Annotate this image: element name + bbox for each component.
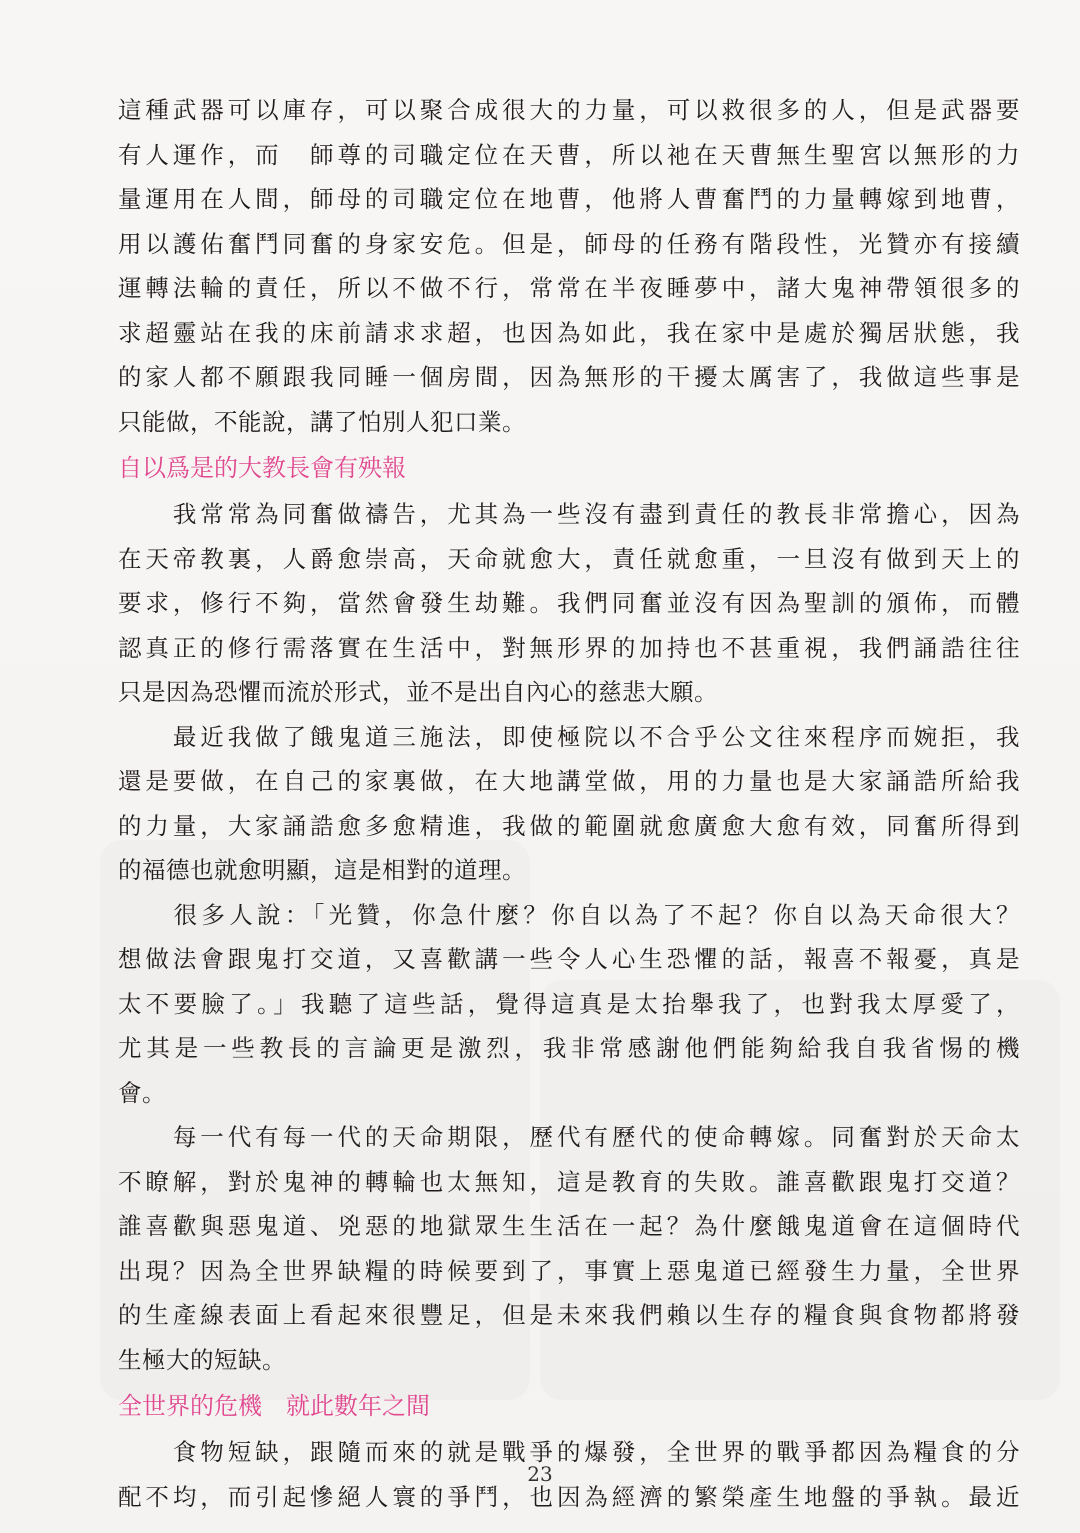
paragraph-line: 食物短缺，跟隨而來的就是戰爭的爆發，全世界的戰爭都因為糧食的分 — [118, 1438, 1020, 1466]
paragraph-line: 誰喜歡與惡鬼道、兇惡的地獄眾生生活在一起？為什麼餓鬼道會在這個時代 — [118, 1212, 1020, 1240]
paragraph-line: 求超靈站在我的床前請求求超，也因為如此，我在家中是處於獨居狀態，我 — [118, 318, 1020, 347]
section-heading: 自以爲是的大教長會有殃報 — [118, 454, 406, 482]
paragraph-line: 生極大的短缺。 — [118, 1345, 286, 1374]
section-heading: 全世界的危機 就此數年之間 — [118, 1392, 430, 1420]
paragraph-line: 量運用在人間，師母的司職定位在地曹，他將人曹奮鬥的力量轉嫁到地曹， — [118, 185, 1020, 213]
paragraph-line: 的福德也就愈明顯，這是相對的道理。 — [118, 856, 526, 884]
paragraph-line: 想做法會跟鬼打交道，又喜歡講一些令人心生恐懼的話，報喜不報憂，真是 — [118, 945, 1020, 973]
paragraph-line: 只能做，不能說，講了怕別人犯口業。 — [118, 407, 526, 436]
paragraph-line: 只是因為恐懼而流於形式，並不是出自內心的慈悲大願。 — [118, 678, 718, 706]
paragraph-line: 我常常為同奮做禱告，尤其為一些沒有盡到責任的教長非常擔心，因為 — [118, 500, 1020, 528]
paragraph-line: 太不要臉了。」我聽了這些話，覺得這真是太抬舉我了，也對我太厚愛了， — [118, 989, 1020, 1018]
paragraph-line: 認真正的修行需落實在生活中，對無形界的加持也不甚重視，我們誦誥往往 — [118, 633, 1020, 662]
paragraph-line: 很多人說：「光贊，你急什麼？你自以為了不起？你自以為天命很大？ — [118, 900, 1020, 929]
paragraph-line: 的力量，大家誦誥愈多愈精進，我做的範圍就愈廣愈大愈有效，同奮所得到 — [118, 811, 1020, 840]
paragraph-line: 的生產線表面上看起來很豐足，但是未來我們賴以生存的糧食與食物都將發 — [118, 1301, 1020, 1329]
body-text — [118, 88, 1020, 1519]
paragraph-line: 用以護佑奮鬥同奮的身家安危。但是，師母的任務有階段性，光贊亦有接續 — [118, 229, 1020, 258]
paragraph-line: 這種武器可以庫存，可以聚合成很大的力量，可以救很多的人，但是武器要 — [118, 96, 1020, 124]
paragraph-line: 不瞭解，對於鬼神的轉輪也太無知，這是教育的失敗。誰喜歡跟鬼打交道？ — [118, 1167, 1020, 1196]
paragraph-line: 運轉法輪的責任，所以不做不行，常常在半夜睡夢中，諸大鬼神帶領很多的 — [118, 274, 1020, 302]
paragraph-line: 出現？因為全世界缺糧的時候要到了，事實上惡鬼道已經發生力量，全世界 — [118, 1256, 1020, 1285]
paragraph-line: 配不均，而引起慘絕人寰的爭鬥，也因為經濟的繁榮產生地盤的爭執。最近 — [118, 1482, 1020, 1511]
paragraph-line: 還是要做，在自己的家裏做，在大地講堂做，用的力量也是大家誦誥所給我 — [118, 767, 1020, 795]
paragraph-line: 在天帝教裏，人爵愈崇高，天命就愈大，責任就愈重，一旦沒有做到天上的 — [118, 544, 1020, 573]
paragraph-line: 的家人都不願跟我同睡一個房間，因為無形的干擾太厲害了，我做這些事是 — [118, 363, 1020, 391]
paragraph-line: 最近我做了餓鬼道三施法，即使極院以不合乎公文往來程序而婉拒，我 — [118, 722, 1020, 751]
paragraph-line: 尤其是一些教長的言論更是激烈，我非常感謝他們能夠給我自我省惕的機 — [118, 1034, 1020, 1062]
paragraph-line: 要求，修行不夠，當然會發生劫難。我們同奮並沒有因為聖訓的頒佈，而體 — [118, 589, 1020, 617]
page-number: 23 — [527, 1462, 553, 1486]
paragraph-line: 有人運作，而 師尊的司職定位在天曹，所以祂在天曹無生聖宮以無形的力 — [118, 140, 1020, 169]
paragraph-line: 會。 — [118, 1078, 166, 1107]
paragraph-line: 每一代有每一代的天命期限，歷代有歷代的使命轉嫁。同奮對於天命太 — [118, 1123, 1020, 1151]
